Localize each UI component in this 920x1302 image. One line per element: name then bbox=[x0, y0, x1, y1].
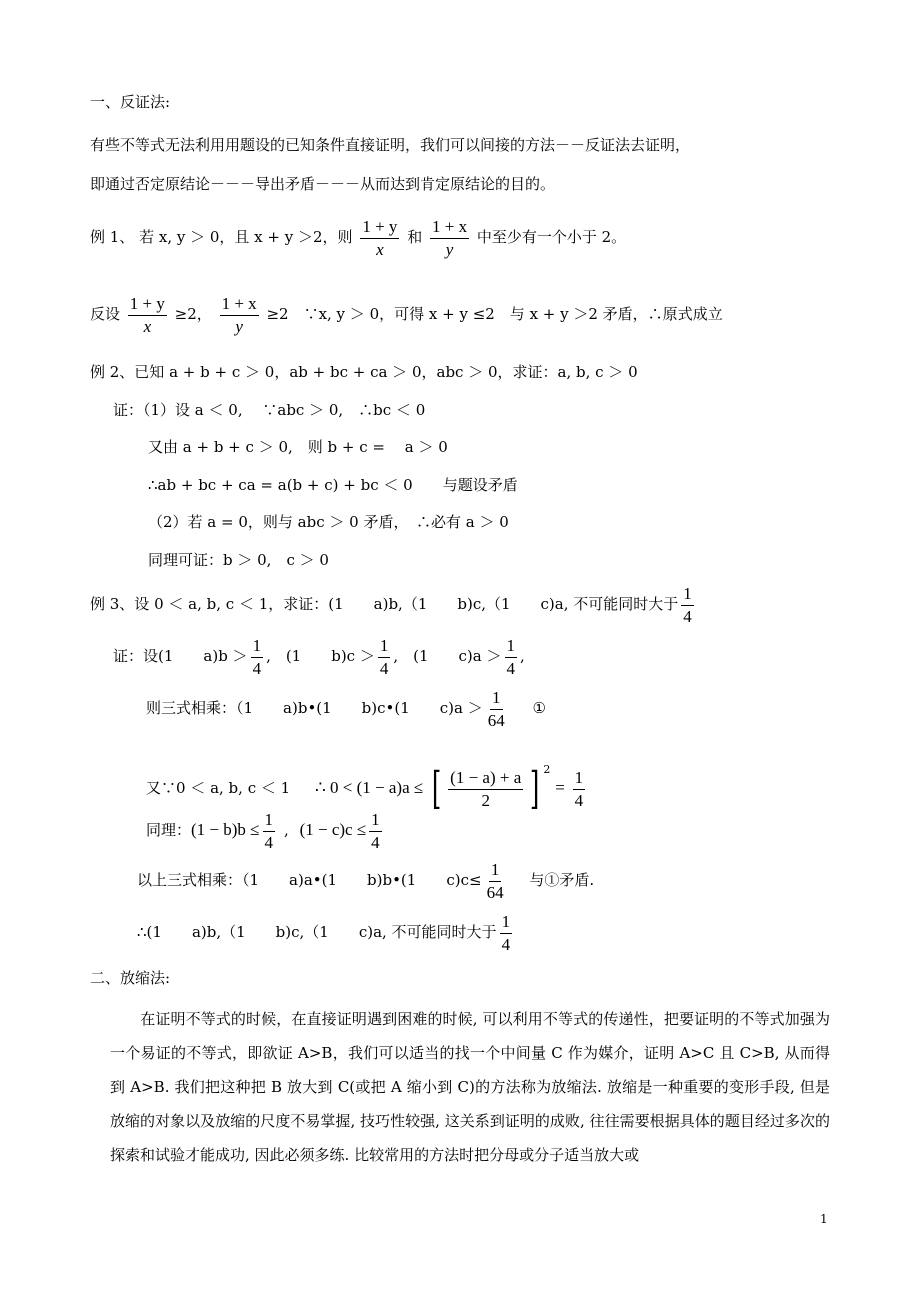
numerator: 1 + x bbox=[430, 216, 469, 239]
numerator: 1 + y bbox=[360, 216, 399, 239]
fraction bbox=[263, 809, 276, 854]
proof-text: 与①矛盾. bbox=[529, 871, 595, 889]
example-1-statement bbox=[90, 212, 626, 262]
section-title: 一、反证法: bbox=[90, 93, 171, 111]
statement-text: 中至少有一个小于 2。 bbox=[476, 228, 627, 246]
numerator: 1 bbox=[490, 687, 503, 710]
right-bracket: ] bbox=[530, 763, 540, 814]
numerator: 1 bbox=[489, 859, 502, 882]
proof-line: 又由 a + b + c ＞ 0, 则 b + c = a ＞ 0 bbox=[148, 438, 448, 456]
left-bracket: [ bbox=[431, 763, 442, 814]
proof-text: ≥2 ∵x, y ＞ 0，可得 x + y ≤2 与 x + y ＞2 矛盾，∴原式成立 bbox=[266, 305, 723, 323]
denominator: 4 bbox=[379, 658, 389, 678]
fraction bbox=[369, 809, 382, 854]
fraction bbox=[485, 859, 506, 904]
proof-line: ∴ab + bc + ca = a(b + c) + bc ＜ 0 与题设矛盾 bbox=[148, 476, 518, 494]
denominator: x bbox=[376, 239, 384, 259]
fraction bbox=[573, 767, 586, 812]
proof-line bbox=[113, 632, 525, 680]
proof-text: , bbox=[520, 647, 525, 665]
proof-text: ≥2， bbox=[174, 305, 212, 323]
denominator: 4 bbox=[501, 934, 511, 954]
proof-text: 又∵0 ＜ a, b, c ＜ 1 bbox=[146, 779, 291, 797]
denominator: x bbox=[143, 316, 152, 336]
intro-line: 即通过否定原结论－－－导出矛盾－－－从而达到肯定原结论的目的。 bbox=[90, 175, 556, 193]
proof-text: , (1 c)a ＞ bbox=[393, 647, 502, 665]
math-expression: (1 − b)b ≤ bbox=[191, 820, 260, 839]
numerator: 1 bbox=[251, 635, 264, 658]
proof-text: , (1 b)c ＞ bbox=[266, 647, 375, 665]
proof-line bbox=[146, 744, 588, 814]
proof-line bbox=[137, 908, 515, 956]
denominator: 64 bbox=[486, 882, 504, 902]
fraction bbox=[251, 635, 264, 680]
statement-text: 若 x, y ＞ 0，且 x + y ＞2，则 bbox=[139, 228, 353, 246]
statement-text: 例 3、设 0 ＜ a, b, c ＜ 1，求证：(1 a)b,（1 b)c,（1 c)a, 不可能同时大于 bbox=[90, 595, 679, 613]
fraction bbox=[430, 216, 469, 261]
numerator: (1 − a) + a bbox=[448, 767, 523, 790]
fraction bbox=[681, 583, 694, 628]
proof-text: ∴(1 a)b,（1 b)c,（1 c)a, 不可能同时大于 bbox=[137, 923, 497, 941]
denominator: y bbox=[235, 316, 243, 336]
proof-text: 反设 bbox=[90, 305, 121, 323]
denominator: 4 bbox=[683, 606, 692, 626]
denominator: 4 bbox=[574, 790, 584, 810]
fraction bbox=[486, 687, 507, 732]
denominator: 2 bbox=[481, 790, 490, 810]
proof-text: 以上三式相乘：（1 a)a•(1 b)b•(1 c)c≤ bbox=[137, 871, 482, 889]
example-2-statement: 例 2、已知 a + b + c ＞ 0，ab + bc + ca ＞ 0，abc ＞ 0，求证：a, b, c ＞ 0 bbox=[90, 363, 638, 381]
denominator: 64 bbox=[487, 710, 505, 730]
numerator: 1 + y bbox=[128, 293, 167, 316]
numerator: 1 bbox=[500, 911, 513, 934]
denominator: 4 bbox=[252, 658, 262, 678]
numerator: 1 + x bbox=[220, 293, 259, 316]
fraction bbox=[128, 293, 167, 338]
denominator: 4 bbox=[371, 832, 380, 852]
intro-line: 有些不等式无法利用用题设的已知条件直接证明，我们可以间接的方法－－反证法去证明， bbox=[90, 136, 691, 154]
numerator: 1 bbox=[681, 583, 694, 606]
proof-line: 同理可证：b ＞ 0, c ＞ 0 bbox=[148, 551, 329, 569]
fraction bbox=[378, 635, 391, 680]
fraction bbox=[448, 767, 523, 812]
proof-text: 同理： bbox=[146, 821, 192, 839]
example-label: 例 1、 bbox=[90, 228, 135, 246]
proof-line bbox=[146, 684, 546, 732]
statement-text: 和 bbox=[407, 228, 423, 246]
proof-line bbox=[137, 856, 594, 904]
section-title: 二、放缩法: bbox=[90, 969, 171, 987]
page-number: 1 bbox=[820, 1212, 828, 1226]
example-3-statement bbox=[90, 580, 697, 628]
math-expression: ∴ 0 < (1 − a)a ≤ bbox=[314, 778, 424, 797]
math-expression: = bbox=[555, 778, 565, 797]
fraction bbox=[500, 911, 513, 956]
fraction bbox=[360, 216, 399, 261]
numerator: 1 bbox=[378, 635, 391, 658]
denominator: 4 bbox=[264, 832, 274, 852]
proof-text: 证：设(1 a)b ＞ bbox=[113, 647, 248, 665]
fraction bbox=[220, 293, 259, 338]
example-1-proof bbox=[90, 289, 723, 339]
fraction bbox=[505, 635, 518, 680]
proof-line: 同理：(1 − b)b ≤ $\frac{1}{4}$ , (1 − c)c ≤ $\frac{1}{4}$ bbox=[146, 809, 380, 852]
proof-line: （2）若 a = 0，则与 abc ＞ 0 矛盾， ∴必有 a ＞ 0 bbox=[148, 513, 509, 531]
numerator: 1 bbox=[505, 635, 518, 658]
proof-line: 证：（1）设 a ＜ 0, ∵abc ＞ 0, ∴bc ＜ 0 bbox=[113, 401, 426, 419]
numerator: 1 bbox=[369, 809, 382, 832]
body-paragraph: 在证明不等式的时候，在直接证明遇到困难的时候, 可以利用不等式的传递性，把要证明的不等式加强为一个易证的不等式，即欲证 A>B，我们可以适当的找一个中间量 C 作为媒介，证明 A>C 且 C>B, 从而得到 A>B. 我们把这种把 B 放大到 C(或把 A 缩小到 C)的方法称为放缩法. 放缩是一种重要的变形手段, 但是放缩的对象以及放缩的尺度不易掌握, 技巧性较强, 这关系到证明的成败, 往往需要根据具体的题目经过多次的探索和试验才能成功, 因此必须多练. 比较常用的方法时把分母或分子适当放大或 bbox=[110, 1010, 830, 1164]
bracket-expression bbox=[428, 763, 543, 814]
proof-text: 则三式相乘：（1 a)b•(1 b)c•(1 c)a ＞ bbox=[146, 699, 483, 717]
denominator: 4 bbox=[506, 658, 515, 678]
denominator: y bbox=[445, 239, 454, 259]
numerator: 1 bbox=[573, 767, 586, 790]
math-expression: (1 − c)c ≤ bbox=[299, 820, 367, 839]
equation-marker: ① bbox=[532, 699, 546, 717]
numerator: 1 bbox=[263, 809, 276, 832]
exponent: 2 bbox=[543, 763, 551, 776]
